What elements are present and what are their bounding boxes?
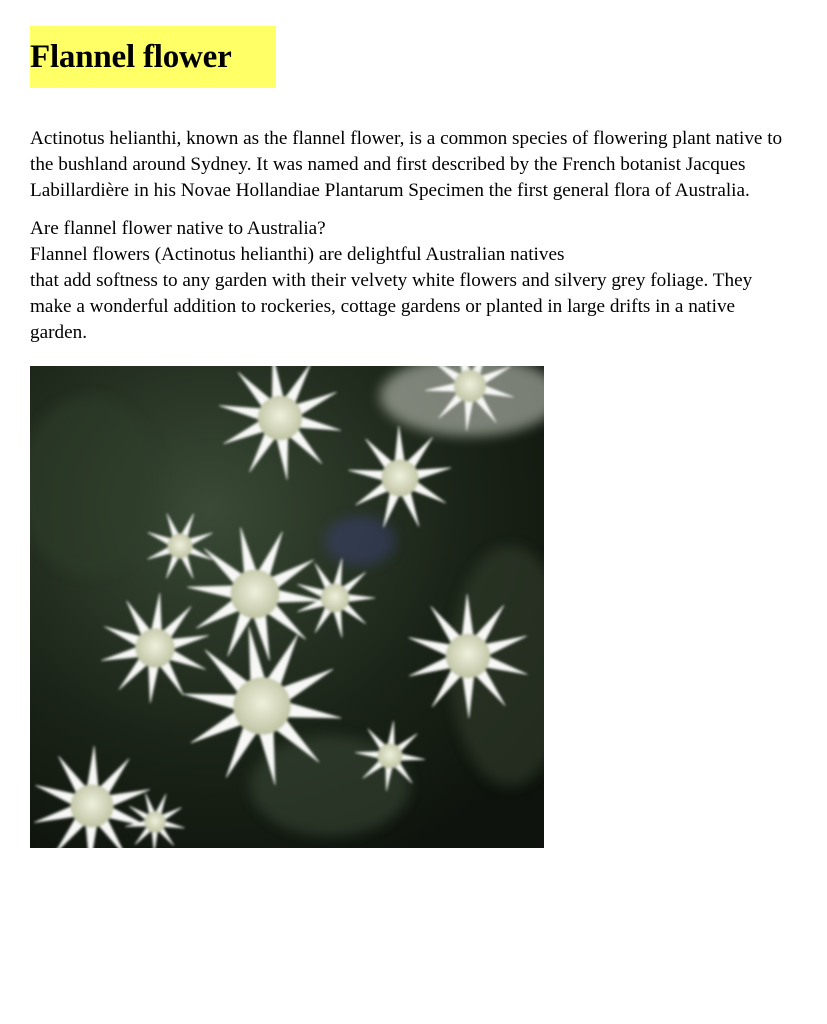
flower-center (135, 628, 175, 668)
flower-center (167, 533, 192, 558)
flower-center (446, 634, 491, 679)
flower-center (70, 784, 113, 827)
flower-center (144, 811, 166, 833)
flower-center (454, 370, 486, 402)
flower-center (377, 743, 402, 768)
flower-center (321, 584, 350, 613)
answer-line-1: Flannel flowers (Actinotus helianthi) are delightful Australian natives (30, 244, 565, 265)
question-text: Are flannel flower native to Australia? (30, 218, 326, 239)
intro-paragraph: Actinotus helianthi, known as the flannel flower, is a common species of flowering plant native to the bushland around Sydney. It was named and first described by the French botanist Jacques Labillardière in his Novae Hollandiae Plantarum Specimen the first general flora of Australia. (30, 128, 783, 201)
qa-paragraph (30, 216, 770, 346)
flower-center (231, 570, 280, 619)
flannel-flower-photo (30, 366, 544, 848)
flower-center (381, 459, 418, 496)
page-title: Flannel flower (30, 26, 276, 88)
flower-center (233, 677, 291, 735)
article (30, 0, 800, 848)
answer-text: that add softness to any garden with their velvety white flowers and silvery grey foliage. They make a wonderful addition to rockeries, cottage gardens or planted in large drifts in a native garden. (30, 270, 753, 343)
flower-center (258, 396, 303, 441)
